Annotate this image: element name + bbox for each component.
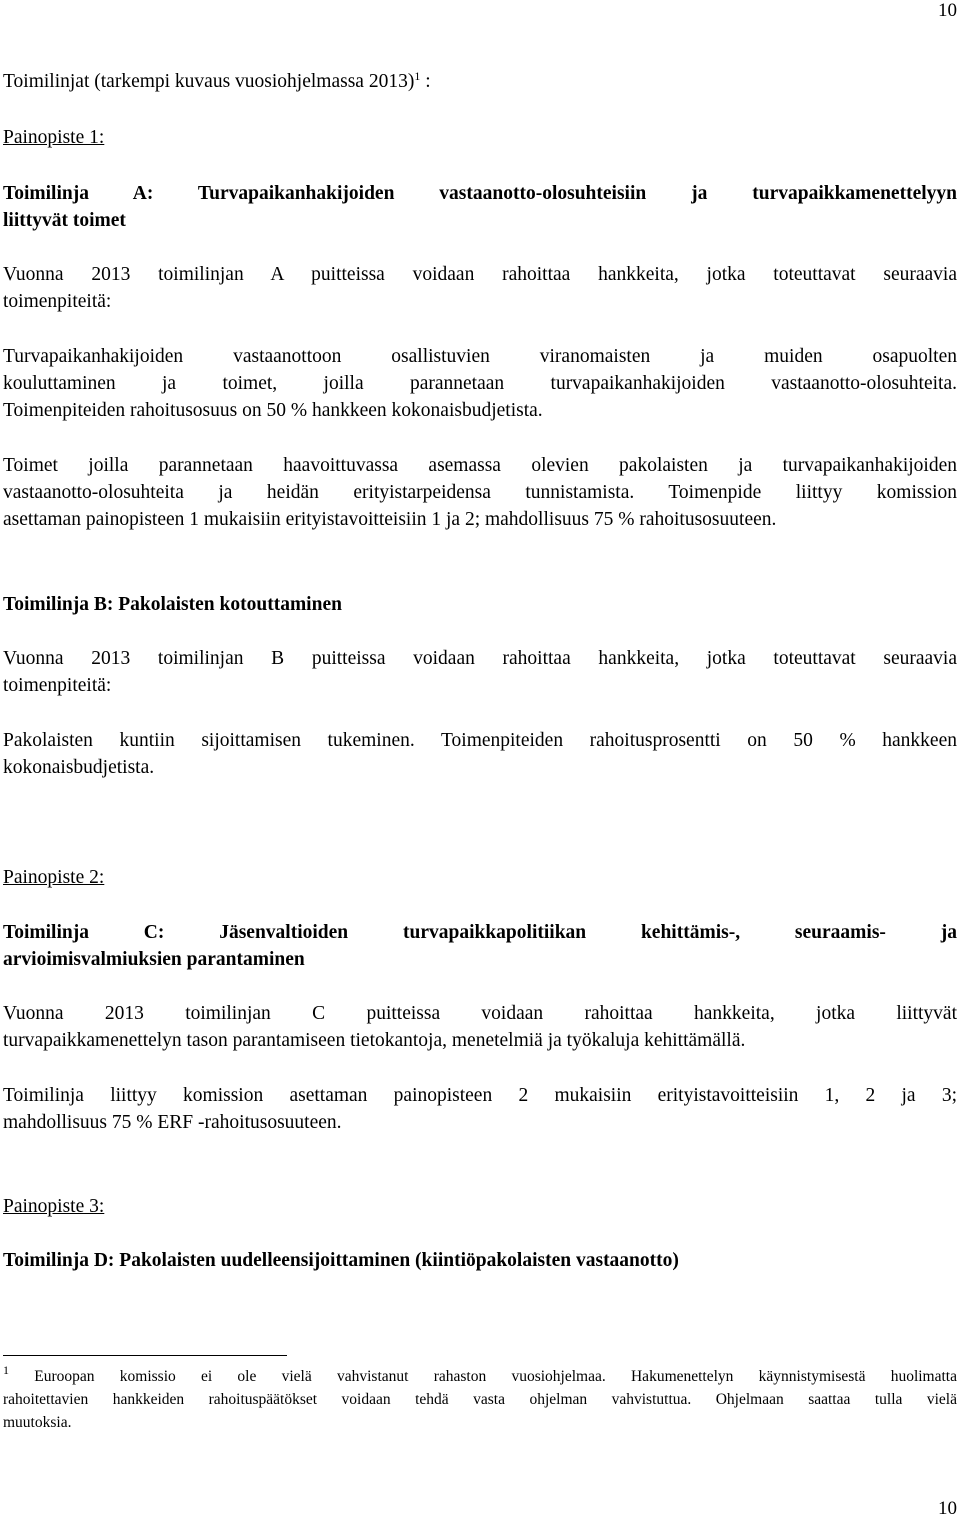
toimilinja-c-paragraph-2 xyxy=(3,1082,957,1136)
intro-suffix: : xyxy=(420,71,431,92)
footnote xyxy=(3,1365,957,1434)
toimilinja-a-paragraph-1 xyxy=(3,261,957,315)
toimilinja-b-title: Toimilinja B: Pakolaisten kotouttaminen xyxy=(3,594,342,615)
page-number-bottom: 10 xyxy=(938,1498,957,1519)
footnote-marker: 1 xyxy=(3,1363,9,1377)
paragraph-line: Toimenpiteiden rahoitusosuus on 50 % hankkeen kokonaisbudjetista. xyxy=(3,400,543,421)
page-number-top: 10 xyxy=(938,0,957,21)
toimilinja-b-paragraph-2 xyxy=(3,727,957,781)
toimilinja-c-title-line: arvioimisvalmiuksien parantaminen xyxy=(3,949,305,970)
paragraph-line: asettaman painopisteen 1 mukaisiin erityistavoitteisiin 1 ja 2; mahdollisuus 75 % rahoitusosuuteen. xyxy=(3,509,777,530)
paragraph-line: Toimet joilla parannetaan haavoittuvassa asemassa olevien pakolaisten ja turvapaikanhakijoiden xyxy=(3,455,957,476)
painopiste-2-heading: Painopiste 2: xyxy=(3,867,105,888)
paragraph-line: toimenpiteitä: xyxy=(3,675,112,696)
painopiste-1-heading: Painopiste 1: xyxy=(3,127,105,148)
footnote-divider xyxy=(3,1355,287,1356)
toimilinja-a-title xyxy=(3,180,957,234)
paragraph-line: Vuonna 2013 toimilinjan C puitteissa voidaan rahoittaa hankkeita, jotka liittyvät xyxy=(3,1003,957,1024)
toimilinja-a-paragraph-3 xyxy=(3,452,957,533)
intro-text: Toimilinjat (tarkempi kuvaus vuosiohjelmassa 2013) xyxy=(3,71,415,92)
paragraph-line: kokonaisbudjetista. xyxy=(3,757,155,778)
paragraph-line: vastaanotto-olosuhteita ja heidän erityistarpeidensa tunnistamista. Toimenpide liittyy komission xyxy=(3,482,957,503)
paragraph-line: Pakolaisten kuntiin sijoittamisen tukeminen. Toimenpiteiden rahoitusprosentti on 50 % hankkeen xyxy=(3,730,957,751)
toimilinja-a-title-line: liittyvät toimet xyxy=(3,210,126,231)
toimilinja-d-title: Toimilinja D: Pakolaisten uudelleensijoittaminen (kiintiöpakolaisten vastaanotto) xyxy=(3,1250,679,1271)
footnote-text: Euroopan komissio ei ole vielä vahvistanut rahaston vuosiohjelmaa. Hakumenettelyn käynnistymisestä huolimatta xyxy=(9,1368,957,1385)
paragraph-line: Vuonna 2013 toimilinjan B puitteissa voidaan rahoittaa hankkeita, jotka toteuttavat seuraavia xyxy=(3,648,957,669)
intro-line xyxy=(3,68,957,95)
painopiste-3-heading: Painopiste 3: xyxy=(3,1196,105,1217)
paragraph-line: Vuonna 2013 toimilinjan A puitteissa voidaan rahoittaa hankkeita, jotka toteuttavat seuraavia xyxy=(3,264,957,285)
footnote-line: rahoitettavien hankkeiden rahoituspäätökset voidaan tehdä vasta ohjelman vahvistuttua. Ohjelmaan saattaa tulla vielä xyxy=(3,1391,957,1408)
toimilinja-b-paragraph-1 xyxy=(3,645,957,699)
footnote-ref[interactable]: 1 xyxy=(414,69,421,83)
footnote-line: muutoksia. xyxy=(3,1414,72,1431)
paragraph-line: Turvapaikanhakijoiden vastaanottoon osallistuvien viranomaisten ja muiden osapuolten xyxy=(3,346,957,367)
paragraph-line: toimenpiteitä: xyxy=(3,291,112,312)
toimilinja-a-paragraph-2 xyxy=(3,343,957,424)
paragraph-line: turvapaikkamenettelyn tason parantamiseen tietokantoja, menetelmiä ja työkaluja kehittämällä. xyxy=(3,1030,746,1051)
toimilinja-c-title xyxy=(3,919,957,973)
paragraph-line: kouluttaminen ja toimet, joilla parannetaan turvapaikanhakijoiden vastaanotto-olosuhteita. xyxy=(3,373,957,394)
footnote-line xyxy=(3,1365,957,1388)
paragraph-line: Toimilinja liittyy komission asettaman painopisteen 2 mukaisiin erityistavoitteisiin 1, 2 ja 3; xyxy=(3,1085,957,1106)
toimilinja-c-paragraph-1 xyxy=(3,1000,957,1054)
toimilinja-c-title-line: Toimilinja C: Jäsenvaltioiden turvapaikkapolitiikan kehittämis-, seuraamis- ja xyxy=(3,922,957,943)
paragraph-line: mahdollisuus 75 % ERF -rahoitusosuuteen. xyxy=(3,1112,342,1133)
toimilinja-a-title-line: Toimilinja A: Turvapaikanhakijoiden vastaanotto-olosuhteisiin ja turvapaikkamenettelyyn xyxy=(3,183,957,204)
